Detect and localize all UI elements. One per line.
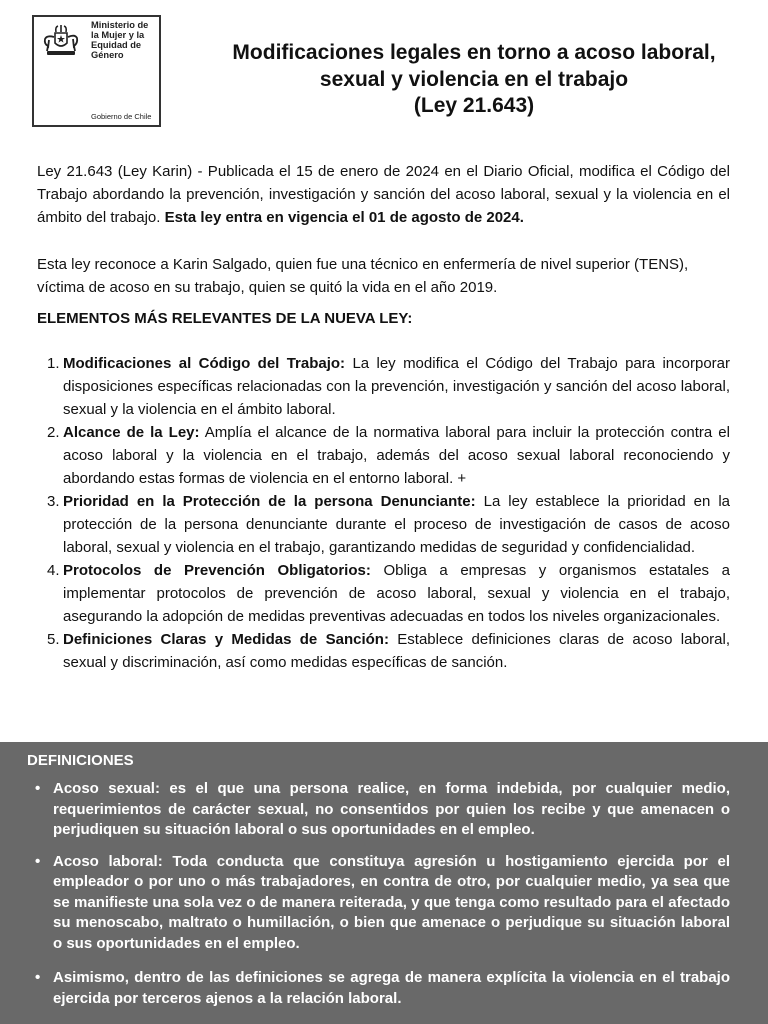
intro-paragraph-karin: Esta ley reconoce a Karin Salgado, quien fue una técnico en enfermería de nivel superior (TENS), víctima de acoso en su trabajo, quien se quitó la vida en el año 2019. — [37, 256, 689, 296]
list-number: 4. — [47, 562, 60, 579]
list-item-title: Alcance de la Ley: — [63, 424, 200, 441]
government-label: Gobierno de Chile — [91, 112, 152, 121]
list-item — [47, 628, 730, 674]
list-item-text: Amplía el alcance de la normativa laboral para incluir la protección contra el acoso laboral y la violencia en el trabajo, además del acoso sexual laboral reconociendo y abordando estas formas de violencia en el entorno laboral. + — [63, 424, 730, 487]
intro-paragraph — [37, 160, 730, 229]
list-item-text: La ley modifica el Código del Trabajo para incorporar disposiciones específicas relacionadas con la prevención, investigación y sanción del acoso laboral, sexual y la violencia en el ámbito laboral. — [63, 355, 731, 418]
title-line: (Ley 21.643) — [413, 94, 535, 117]
elements-list — [47, 352, 731, 674]
bullet-icon: • — [35, 780, 41, 797]
list-item-text: Obliga a empresas y organismos estatales a implementar protocolos de prevención de acoso laboral, sexual y violencia en el trabajo, asegurando la adopción de medidas preventivas adecuadas en todos los niveles organizacionales. — [63, 562, 730, 625]
ministry-line: Género — [91, 50, 124, 60]
definitions-panel — [0, 742, 768, 1024]
definitions-list — [35, 779, 730, 1009]
list-item-text: La ley establece la prioridad en la protección de la persona denunciante durante el proceso de investigación de casos de acoso laboral, sexual y violencia en el trabajo, garantizando medidas de seguridad y confidencialidad. — [63, 493, 730, 556]
ministry-line: Equidad de — [91, 40, 142, 50]
title-line: sexual y violencia en el trabajo — [319, 67, 629, 91]
list-item — [47, 352, 731, 421]
definition-item — [35, 779, 730, 841]
list-item-title: Protocolos de Prevención Obligatorios: — [63, 562, 371, 579]
bullet-icon: • — [35, 969, 41, 986]
ministry-logo — [32, 15, 161, 127]
ministry-name — [91, 20, 161, 60]
definition-text: Acoso laboral: Toda conducta que constituya agresión u hostigamiento ejercida por el empleador o por uno o más trabajadores, en contra de otro, por cualquier medio, ya sea que se manifieste una sola vez o de manera reiterada, y que tenga como resultado para el afectado su menoscabo, maltrato o humillación, o bien que amenace o perjudique su situación laboral o sus oportunidades en el empleo. — [53, 852, 730, 952]
intro-bold-text: Esta ley entra en vigencia el 01 de agosto de 2024. — [164, 209, 524, 226]
definition-text: Acoso sexual: es el que una persona realice, en forma indebida, por cualquier medio, requerimientos de carácter sexual, no consentidos por quien los recibe y que amenacen o perjudiquen su situación laboral o sus oportunidades en el empleo. — [53, 780, 730, 838]
document-title — [200, 40, 748, 120]
list-item — [47, 421, 730, 490]
bullet-icon: • — [35, 852, 41, 870]
list-number: 5. — [47, 631, 60, 648]
list-number: 1. — [47, 355, 60, 372]
definition-item — [35, 968, 730, 1009]
title-line: Modificaciones legales en torno a acoso laboral, — [232, 41, 716, 64]
ministry-line: la Mujer y la — [91, 30, 145, 40]
definitions-heading: DEFINICIONES — [27, 752, 134, 769]
list-item — [47, 559, 730, 628]
list-item-title: Prioridad en la Protección de la persona Denunciante: — [63, 493, 476, 510]
definition-item — [35, 852, 730, 955]
intro-text: Ley 21.643 (Ley Karin) - Publicada el 15 de enero de 2024 en el Diario Oficial, modifica el Código del Trabajo abordando la prevención, investigación y sanción del acoso laboral, sexual y la violencia en el ámbito del trabajo. — [37, 163, 730, 226]
list-item-title: Definiciones Claras y Medidas de Sanción: — [63, 631, 389, 648]
list-item — [47, 490, 730, 559]
ministry-line: Ministerio de — [91, 20, 149, 30]
chile-coat-of-arms-icon — [41, 24, 81, 58]
list-number: 2. — [47, 424, 60, 441]
list-number: 3. — [47, 493, 60, 510]
list-item-text: Establece definiciones claras de acoso laboral, sexual y discriminación, así como medidas específicas de sanción. — [63, 631, 730, 671]
elements-heading: ELEMENTOS MÁS RELEVANTES DE LA NUEVA LEY: — [37, 310, 413, 327]
definition-text: Asimismo, dentro de las definiciones se agrega de manera explícita la violencia en el trabajo ejercida por terceros ajenos a la relación laboral. — [53, 969, 730, 1007]
list-item-title: Modificaciones al Código del Trabajo: — [63, 355, 346, 372]
